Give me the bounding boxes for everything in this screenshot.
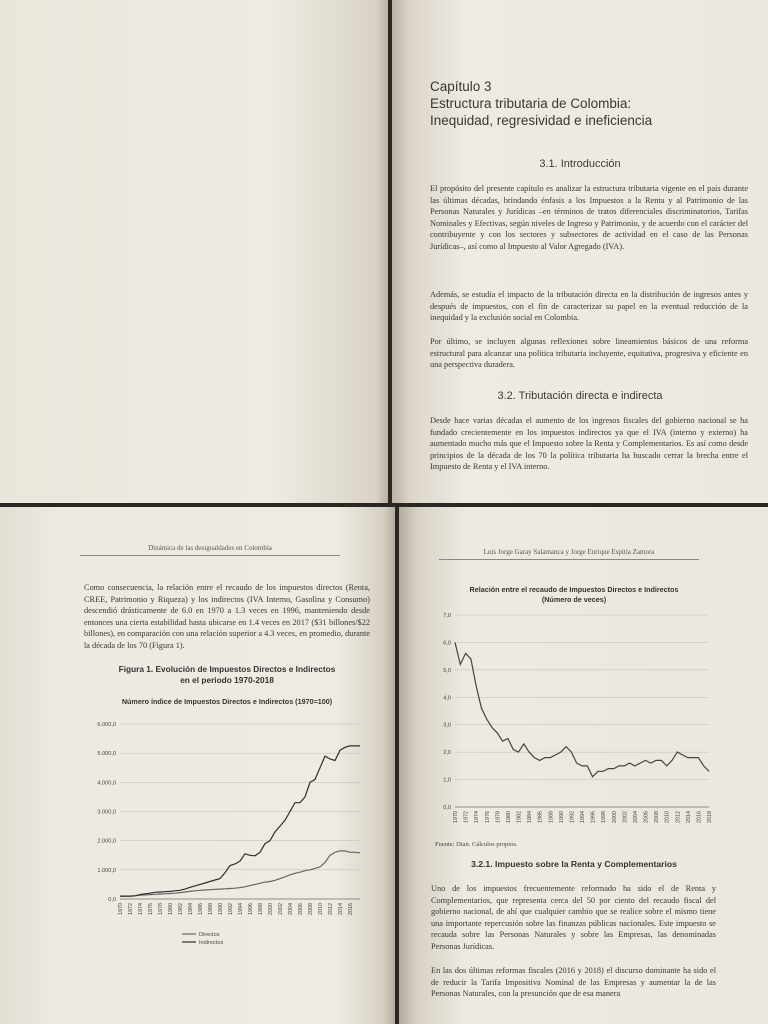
figure-1-title (84, 664, 370, 686)
x-tick-label: 1986 (198, 903, 204, 915)
running-head-right: Luis Jorge Garay Salamanca y Jorge Enrique Espitia Zamora (483, 548, 655, 556)
chapter-label: Capítulo 3 (430, 79, 492, 94)
blank-left-page (0, 0, 388, 503)
x-tick-label: 1992 (228, 903, 234, 915)
x-tick-label: 1990 (218, 903, 224, 915)
x-tick-label: 2004 (288, 903, 294, 915)
chapter-opening-page (392, 0, 768, 503)
x-tick-label: 1998 (601, 811, 608, 823)
x-tick-label: 1970 (453, 811, 459, 823)
series-line-indirectos (120, 746, 360, 896)
x-tick-label: 2004 (632, 811, 639, 823)
x-tick-label: 1990 (558, 811, 565, 823)
x-tick-label: 1988 (548, 811, 555, 823)
x-tick-label: 2010 (664, 811, 671, 823)
y-tick-label: 4.000,0 (97, 780, 116, 787)
y-tick-label: 3.000,0 (97, 809, 116, 816)
x-tick-label: 1970 (118, 903, 124, 915)
y-tick-label: 6,0 (443, 640, 451, 647)
x-tick-label: 2014 (685, 811, 692, 823)
x-tick-label: 1972 (128, 903, 134, 915)
ratio-chart-title-line-2: (Número de veces) (541, 595, 607, 604)
ratio-chart-title (429, 585, 719, 605)
index-chart-title: Número índice de Impuestos Directos e Indirectos (1970=100) (121, 697, 333, 706)
x-tick-label: 1976 (484, 811, 491, 823)
y-tick-label: 7,0 (443, 613, 451, 619)
intro-paragraph-2: Además, se estudia el impacto de la tributación directa en la distribución de ingresos antes y después de impuestos, con el fin de caracterizar su papel en la eventual reducción de la inequidad y la exclusión social en Colombia. (430, 290, 748, 323)
y-tick-label: 6.000,0 (97, 722, 116, 728)
x-tick-label: 1976 (148, 903, 154, 915)
x-tick-label: 1996 (248, 903, 254, 915)
x-tick-label: 2012 (328, 903, 334, 915)
x-tick-label: 2008 (654, 811, 661, 823)
x-tick-label: 1998 (258, 903, 264, 915)
x-tick-label: 1992 (569, 811, 576, 823)
x-tick-label: 1984 (188, 903, 194, 915)
figure-1-title-line-1: Figura 1. Evolución de Impuestos Directos e Indirectos (118, 664, 336, 674)
x-tick-label: 2012 (675, 811, 682, 823)
x-tick-label: 2000 (611, 811, 618, 823)
legend-label-directos: Directos (199, 932, 220, 938)
x-tick-label: 2002 (278, 903, 284, 915)
ratio-chart-page (399, 507, 768, 1024)
x-tick-label: 2002 (622, 811, 629, 823)
x-tick-label: 1974 (138, 903, 144, 915)
legend-label-indirectos: Indirectos (199, 940, 224, 946)
x-tick-label: 1996 (590, 811, 597, 823)
x-tick-label: 1982 (178, 903, 184, 915)
y-tick-label: 1.000,0 (97, 867, 116, 874)
x-tick-label: 1972 (463, 811, 470, 823)
index-line-chart (84, 712, 370, 967)
chapter-title-line-1: Estructura tributaria de Colombia: (430, 96, 632, 111)
section-heading-introduccion: 3.1. Introducción (539, 158, 621, 170)
x-tick-label: 1988 (208, 903, 214, 915)
x-tick-label: 1980 (505, 811, 512, 823)
x-tick-label: 1994 (238, 903, 244, 915)
y-tick-label: 3,0 (443, 722, 451, 729)
series-line-ratio (455, 642, 709, 776)
intro-paragraph-3: Por último, se incluyen algunas reflexiones sobre lineamientos básicos de una reforma estructural para alcanzar una política tributaria incluyente, equitativa, progresiva y eficiente en una perspectiva duradera. (430, 337, 748, 370)
chapter-heading (430, 78, 740, 129)
y-tick-label: 2,0 (443, 750, 451, 757)
y-tick-label: 4,0 (443, 695, 451, 702)
x-tick-label: 1978 (158, 903, 164, 915)
consequence-paragraph: Como consecuencia, la relación entre el recaudo de los impuestos directos (Renta, CREE, Patrimonio y Riqueza) y los indirectos (IVA Interno, Gasolina y Consumo) descendió drásticamente de 6.0 en 1970 a 1.3 veces en 1996, manteniendo desde entonces una cierta estabilidad hasta ubicarse en 1.4 veces en 2017 ($31 billones/$22 billones), en comparación con una relación superior a 4.3 veces, en promedio, durante la década de los 70 (Figura 1). (84, 583, 370, 650)
x-tick-label: 2000 (268, 903, 274, 915)
y-tick-label: 5,0 (443, 667, 451, 674)
x-tick-label: 2006 (298, 903, 304, 915)
y-tick-label: 1,0 (443, 777, 451, 784)
x-tick-label: 2018 (707, 811, 713, 823)
x-tick-label: 1982 (516, 811, 523, 823)
x-tick-label: 1978 (495, 811, 502, 823)
tributacion-paragraph: Desde hace varias décadas el aumento de los ingresos fiscales del gobierno nacional se ha fundado crecientemente en los impuestos indirectos ya que el IVA (interno y externo) ha aumentado mucho más que el Impuesto sobre la Renta y Complementarios. Es así como desde principios de la década de los 70 la política tributaria ha buscado cerrar la brecha entre el Impuesto de Renta y el IVA interno. (430, 416, 748, 472)
y-tick-label: 5.000,0 (97, 751, 116, 758)
series-line-directos (120, 851, 360, 896)
x-tick-label: 1974 (474, 811, 481, 823)
running-head-rule (80, 555, 340, 556)
renta-paragraph-2: En las dos últimas reformas fiscales (2016 y 2018) el discurso dominante ha sido el de reducir la Tarifa Impositiva Nominal de las Empresas y aumentar la de las Personas Naturales, con la presunción que de esa manera (431, 966, 716, 999)
subsection-heading-renta: 3.2.1. Impuesto sobre la Renta y Complementarios (471, 859, 677, 869)
ratio-line-chart (419, 607, 719, 842)
x-tick-label: 2008 (308, 903, 314, 915)
x-tick-label: 1994 (580, 811, 586, 823)
renta-paragraph-1: Uno de los impuestos frecuentemente reformado ha sido el de Renta y Complementarios, que representa cerca del 50 por ciento del recaudo fiscal del gobierno nacional, de ahí que cualquier cambio que se realice sobre el mismo tiene una importante repercusión sobre las finanzas públicas nacionales. Este impuesto se recauda sobre las Personas Naturales y sobre las Empresas, las denominadas Personas Jurídicas. (431, 884, 716, 951)
running-head-left: Dinámica de las desigualdades en Colombia (148, 544, 272, 552)
figure-1-title-line-2: en el periodo 1970-2018 (180, 675, 274, 685)
section-heading-tributacion: 3.2. Tributación directa e indirecta (497, 390, 663, 402)
x-tick-label: 2016 (696, 811, 703, 823)
x-tick-label: 1980 (168, 903, 174, 915)
chart-source-note: Fuente: Dian. Cálculos propios. (435, 841, 518, 848)
y-tick-label: 0,0 (443, 805, 451, 811)
intro-paragraph-1: El propósito del presente capítulo es analizar la estructura tributaria vigente en el país durante las últimas décadas, brindando énfasis a los Impuestos a la Renta y al Patrimonio de las Personas Naturales y Jurídicas –en términos de tratos diferenciales discriminatorios, Tarifas Nominales y Efectivas, según niveles de Ingreso y Patrimonio, y de acuerdo con el carácter del contribuyente y con los sectores y subsectores de actividad en el caso de las Personas Jurídicas–, así como al Impuesto al Valor Agregado (IVA). (430, 184, 748, 251)
figure-1-page (0, 507, 395, 1024)
y-tick-label: 2.000,0 (97, 838, 116, 845)
x-tick-label: 2014 (338, 903, 344, 915)
ratio-chart-title-line-1: Relación entre el recaudo de Impuestos Directos e Indirectos (469, 585, 679, 594)
x-tick-label: 2016 (348, 903, 354, 915)
x-tick-label: 1986 (537, 811, 544, 823)
x-tick-label: 2010 (318, 903, 324, 915)
y-tick-label: 0,0 (108, 897, 116, 903)
x-tick-label: 1984 (527, 811, 534, 823)
x-tick-label: 2006 (643, 811, 650, 823)
chapter-title-line-2: Inequidad, regresividad e ineficiencia (430, 113, 653, 128)
running-head-rule (439, 559, 699, 560)
